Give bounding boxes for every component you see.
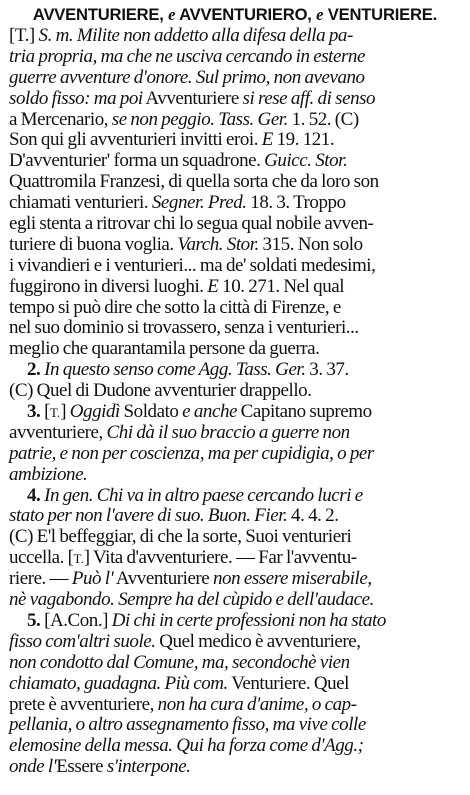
text-line — [9, 130, 461, 151]
text-segment: meglio che quarantamila persone da guerra. — [9, 338, 320, 360]
text-line — [9, 360, 461, 381]
text-line — [9, 611, 461, 632]
text-segment: Soldato — [119, 401, 183, 423]
text-segment: Quattromila Franzesi, di quella sorta che da loro son — [9, 171, 379, 193]
text-line — [9, 548, 461, 569]
text-segment: Venturiere. Quel — [227, 672, 349, 694]
text-segment: 1. 52. (C) — [287, 108, 359, 130]
italic-text: ambizione. — [9, 463, 88, 485]
text-line — [9, 402, 461, 423]
text-line — [9, 527, 461, 548]
text-segment: riere. — — [9, 568, 72, 590]
italic-text: Di chi in certe professioni non ha stato — [111, 609, 386, 631]
text-line — [9, 715, 461, 736]
italic-text: non ha cura d'anime, o cap- — [157, 693, 357, 715]
text-segment: turiere di buona voglia. — [9, 233, 178, 255]
headword-form-1: AVVENTURIERE, — [32, 5, 164, 24]
text-line — [9, 89, 461, 110]
text-line — [9, 172, 461, 193]
text-line — [9, 381, 461, 402]
text-segment: T. — [49, 405, 61, 421]
italic-text: E — [207, 275, 219, 297]
text-line — [9, 653, 461, 674]
headword-form-3: VENTURIERE. — [327, 5, 438, 24]
text-line — [9, 26, 461, 47]
text-segment: ] Vita d'avventuriere. — Far l'avventu- — [83, 547, 357, 569]
italic-text: pellania, o altro assegnamento fisso, ma vive colle — [9, 714, 366, 736]
text-line — [9, 590, 461, 611]
text-segment: [T.] — [9, 25, 39, 46]
text-segment: (C) Quel di Dudone avventurier drappello. — [9, 380, 312, 402]
text-segment: 19. 121. — [272, 129, 335, 151]
text-segment: nel suo dominio si trovassero, senza i venturieri... — [9, 317, 359, 339]
italic-text: fisso com'altri suole. — [9, 630, 156, 652]
italic-text: In questo senso come Agg. Tass. Ger. — [44, 359, 306, 381]
sense-number: 4. — [27, 484, 45, 506]
text-segment: avventuriere, — [9, 421, 107, 443]
italic-text: elemosine della messa. Qui ha forza come d'Agg.; — [9, 735, 364, 757]
text-line — [9, 298, 461, 319]
text-line — [9, 193, 461, 214]
italic-text: s'interpone. — [106, 756, 191, 778]
italic-text: Segner. Pred. — [151, 192, 247, 214]
italic-text: E — [261, 129, 273, 151]
text-segment: Avventuriere — [142, 87, 243, 109]
text-line — [9, 256, 461, 277]
italic-text: nè vagabondo. Sempre ha del cùpido e dell'audace. — [9, 589, 374, 611]
italic-text: In gen. Chi va in altro paese cercando lucri e — [44, 484, 363, 506]
italic-text: soldo fisso: ma poi — [9, 87, 143, 109]
italic-text: stato per non l'avere di suo. Buon. Fier. — [9, 505, 288, 527]
italic-text: Chi dà il suo braccio a guerre non — [106, 421, 350, 443]
italic-text: tria propria, ma che ne usciva cercando in esterne — [9, 45, 365, 67]
text-segment: [A.Con.] — [44, 609, 112, 631]
text-segment: Quel medico è avventuriere, — [155, 630, 361, 652]
italic-text: chiamato, guadagna. Più com. — [9, 672, 228, 694]
headword — [9, 4, 461, 26]
headword-conjunction: e — [316, 5, 324, 24]
text-segment: Avventuriere — [113, 568, 213, 590]
dictionary-page — [9, 4, 461, 791]
text-line — [9, 695, 461, 716]
italic-text: non condotto dal Comune, ma, secondochè vien — [9, 651, 350, 673]
text-segment: (C) E'l beffeggiar, di che la sorte, Suoi venturieri — [9, 526, 352, 548]
text-line — [9, 569, 461, 590]
italic-text: si rese aff. di senso — [242, 87, 376, 109]
text-segment: 18. 3. Troppo — [246, 192, 346, 214]
sense-number: 5. — [27, 609, 45, 631]
text-segment: Capitano supremo — [236, 401, 372, 423]
text-line — [9, 423, 461, 444]
italic-text: Guicc. Stor. — [264, 150, 348, 172]
text-line — [9, 736, 461, 757]
text-line — [9, 110, 461, 131]
text-segment: D'avventurier' forma un squadrone. — [9, 150, 265, 172]
text-segment: T. — [73, 551, 84, 567]
text-line — [9, 486, 461, 507]
headword-conjunction: e — [168, 5, 176, 24]
text-segment: 4. 4. 2. — [287, 505, 339, 527]
italic-text: onde l' — [9, 756, 57, 778]
text-segment: egli stenta a ritrovar chi lo segua qual nobile avven- — [9, 213, 374, 235]
text-line — [9, 674, 461, 695]
italic-text: Può l' — [71, 568, 114, 590]
italic-text: guerre avventure d'onore. Sul primo, non avevano — [9, 66, 365, 88]
italic-text: e anche — [182, 401, 237, 423]
text-segment: uccella. [ — [9, 547, 74, 569]
text-line — [9, 277, 461, 298]
text-line — [9, 151, 461, 172]
text-segment: tempo si può dire che sotto la città di Firenze, e — [9, 296, 341, 318]
text-line — [9, 757, 461, 778]
italic-text: se non peggio. Tass. Ger. — [111, 108, 288, 130]
headword-form-2: AVVENTURIERO, — [179, 5, 312, 24]
italic-text: S. m. Milite non addetto alla difesa della pa- — [38, 25, 353, 46]
text-line — [9, 318, 461, 339]
sense-number: 2. — [27, 359, 45, 381]
text-segment: Essere — [56, 756, 107, 778]
italic-text: Oggidì — [69, 401, 120, 423]
text-segment: 3. 37. — [305, 359, 349, 381]
italic-text: patrie, e non per coscienza, ma per cupidigia, o per — [9, 442, 374, 464]
text-line — [9, 214, 461, 235]
text-segment: prete è avventuriere, — [9, 693, 158, 715]
text-segment: ] — [60, 401, 70, 423]
text-line — [9, 444, 461, 465]
text-line — [9, 632, 461, 653]
text-line — [9, 339, 461, 360]
text-line — [9, 465, 461, 486]
entry-body — [9, 26, 461, 778]
sense-number: 3. — [27, 401, 45, 423]
text-segment: Son qui gli avventurieri invitti eroi. — [9, 129, 262, 151]
italic-text: non essere miserabile, — [213, 568, 372, 590]
text-segment: 10. 271. Nel qual — [218, 275, 345, 297]
text-segment: a Mercenario, — [9, 108, 112, 130]
italic-text: Varch. Stor. — [177, 233, 259, 255]
text-segment: [ — [44, 401, 50, 423]
text-segment: i vivandieri e i venturieri... ma de' soldati medesimi, — [9, 254, 376, 276]
text-line — [9, 47, 461, 68]
text-line — [9, 506, 461, 527]
text-segment: 315. Non solo — [258, 233, 363, 255]
text-line — [9, 68, 461, 89]
text-line — [9, 235, 461, 256]
text-segment: fuggirono in diversi luoghi. — [9, 275, 208, 297]
text-segment: chiamati venturieri. — [9, 192, 152, 214]
